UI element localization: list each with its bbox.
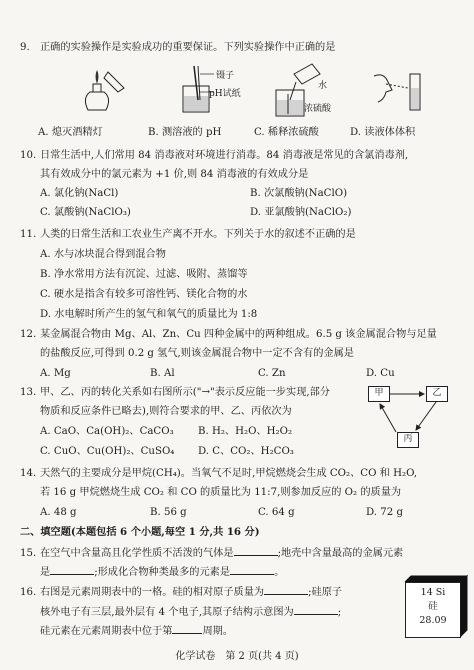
q16-text2a: 核外电子有三层,最外层有 4 个电子,其原子结构示意图为 (40, 607, 294, 618)
element-symbol: Si (435, 587, 446, 598)
q11-option-d: D. 水电解时所产生的氢气和氧气的质量比为 1:8 (40, 309, 258, 320)
q10-line2: 其有效成分中的氯元素为 +1 价,则 84 消毒液的有效成分是 (40, 169, 309, 180)
q15-text2c: 。 (274, 567, 285, 578)
q16-line2 (40, 605, 341, 620)
q9-text: 正确的实验操作是实验成功的重要保证。下列实验操作中正确的是 (40, 42, 336, 53)
ph-paper-label: pH试纸 (209, 89, 241, 99)
acid-label: 浓硫酸 (304, 104, 332, 114)
q11-option-c: C. 硬水是指含有较多可溶性钙、镁化合物的水 (40, 289, 248, 300)
q13-option-b: B. H₂、H₂O、H₂O₂ (198, 426, 293, 437)
q14-option-c: C. 64 g (258, 507, 295, 518)
element-name: 硅 (428, 601, 438, 612)
conversion-arrows (360, 380, 460, 450)
q16-blank-1[interactable] (264, 585, 308, 595)
q12-number: 12. (20, 329, 37, 340)
q15-blank-3[interactable] (230, 565, 274, 575)
q16-line1 (20, 585, 342, 600)
q10-number: 10. (20, 150, 37, 161)
q16-text1b: ;硅原子 (308, 587, 343, 598)
q9-stem (20, 41, 335, 55)
q13-option-a: A. CaO、Ca(OH)₂、CaCO₃ (40, 426, 174, 437)
q16-text3a: 硅元素在元素周期表中位于第 (40, 626, 173, 637)
q12-line1 (20, 328, 437, 342)
q13-option-d: D. C、CO₂、H₂CO₃ (198, 446, 294, 457)
q14-number: 14. (20, 468, 37, 479)
q13-line1 (20, 386, 330, 400)
q9-option-c: C. 稀释浓硫酸 (254, 127, 319, 138)
q15-text2b: ;形成化合物种类最多的元素是 (94, 567, 231, 578)
q10-option-c: C. 氯酸钠(NaClO₃) (40, 207, 131, 218)
read-volume-figure (370, 70, 430, 115)
q12-option-b: B. Al (150, 368, 175, 379)
element-mass: 28.09 (419, 615, 447, 626)
q13-option-c: C. CuO、Cu(OH)₂、CuSO₄ (40, 446, 175, 457)
q9-number: 9. (20, 42, 30, 53)
tweezers-label: 镊子 (216, 71, 235, 81)
element-number: 14 (420, 587, 433, 598)
q10-line1 (20, 149, 408, 163)
q13-text1: 甲、乙、丙的转化关系如右图所示("→"表示反应能一步实现,部分 (40, 387, 330, 398)
q16-text3b: 周期。 (202, 626, 233, 637)
q15-line2 (40, 565, 284, 580)
q15-number: 15. (20, 548, 37, 559)
q10-text1: 日常生活中,人们常用 84 消毒液对环境进行消毒。84 消毒液是常见的含氯消毒剂, (40, 150, 409, 161)
q11-text: 人类的日常生活和工农业生产离不开水。下列关于水的叙述不正确的是 (40, 229, 356, 240)
q12-line2: 的盐酸反应,可得到 0.2 g 氢气,则该金属混合物中一定不含有的金属是 (40, 348, 354, 359)
diagram-yi-box: 乙 (426, 386, 448, 402)
q14-line1 (20, 467, 417, 481)
q14-line2: 若 16 g 甲烷燃烧生成 CO₂ 和 CO 的质量比为 11:7,则参加反应的 O₂ 的质量为 (40, 487, 402, 498)
q15-blank-1[interactable] (234, 546, 278, 556)
water-label: 水 (318, 81, 328, 91)
q9-option-a: A. 熄灭酒精灯 (38, 127, 103, 138)
q16-blank-2[interactable] (294, 605, 338, 615)
q16-text1a: 右图是元素周期表中的一格。硅的相对原子质量为 (40, 587, 265, 598)
q11-number: 11. (20, 229, 37, 240)
q9-option-b: B. 测溶液的 pH (148, 127, 222, 138)
q14-option-d: D. 72 g (366, 507, 404, 518)
q12-text1: 某金属混合物由 Mg、Al、Zn、Cu 四种金属中的两种组成。6.5 g 该金属混合物与足量 (40, 329, 437, 340)
q14-option-a: A. 48 g (40, 507, 77, 518)
q16-number: 16. (20, 587, 37, 598)
q11-option-a: A. 水与冰块混合得到混合物 (40, 249, 166, 260)
diagram-bing-box: 丙 (397, 432, 419, 448)
q14-text1: 天然气的主要成分是甲烷(CH₄)。当氧气不足时,甲烷燃烧会生成 CO₂、CO 和 H₂O, (40, 468, 418, 479)
q15-text1b: ;地壳中含量最高的金属元素 (277, 548, 404, 559)
q11-stem (20, 228, 356, 242)
q16-text2b: ; (337, 607, 342, 618)
q9-option-d: D. 读液体体积 (350, 127, 416, 138)
q13-line2: 物质和反应条件已略去),则符合要求的甲、乙、丙依次为 (40, 406, 292, 417)
q15-line1 (20, 546, 403, 561)
q14-option-b: B. 56 g (150, 507, 187, 518)
q12-option-a: A. Mg (40, 368, 71, 379)
q11-option-b: B. 净水常用方法有沉淀、过滤、吸附、蒸馏等 (40, 269, 248, 280)
q12-option-c: C. Zn (258, 368, 286, 379)
q16-blank-3[interactable] (172, 624, 202, 634)
page-footer: 化学试卷 第 2 页(共 4 页) (175, 651, 299, 662)
q12-option-d: D. Cu (366, 368, 395, 379)
q15-blank-2[interactable] (50, 565, 94, 575)
q10-option-d: D. 亚氯酸钠(NaClO₂) (250, 207, 352, 218)
element-cell-shadow (405, 576, 471, 640)
q15-text2a: 是 (40, 567, 51, 578)
q15-text1a: 在空气中含量高且化学性质不活泼的气体是 (40, 548, 234, 559)
section2-heading: 二、填空题(本题包括 6 个小题,每空 1 分,共 16 分) (20, 526, 260, 538)
q10-option-b: B. 次氯酸钠(NaClO) (250, 188, 348, 199)
q16-line3 (40, 624, 233, 639)
q13-number: 13. (20, 387, 37, 398)
diagram-jia-box: 甲 (368, 386, 390, 402)
q10-option-a: A. 氯化钠(NaCl) (40, 188, 119, 199)
alcohol-lamp-figure (78, 70, 128, 115)
